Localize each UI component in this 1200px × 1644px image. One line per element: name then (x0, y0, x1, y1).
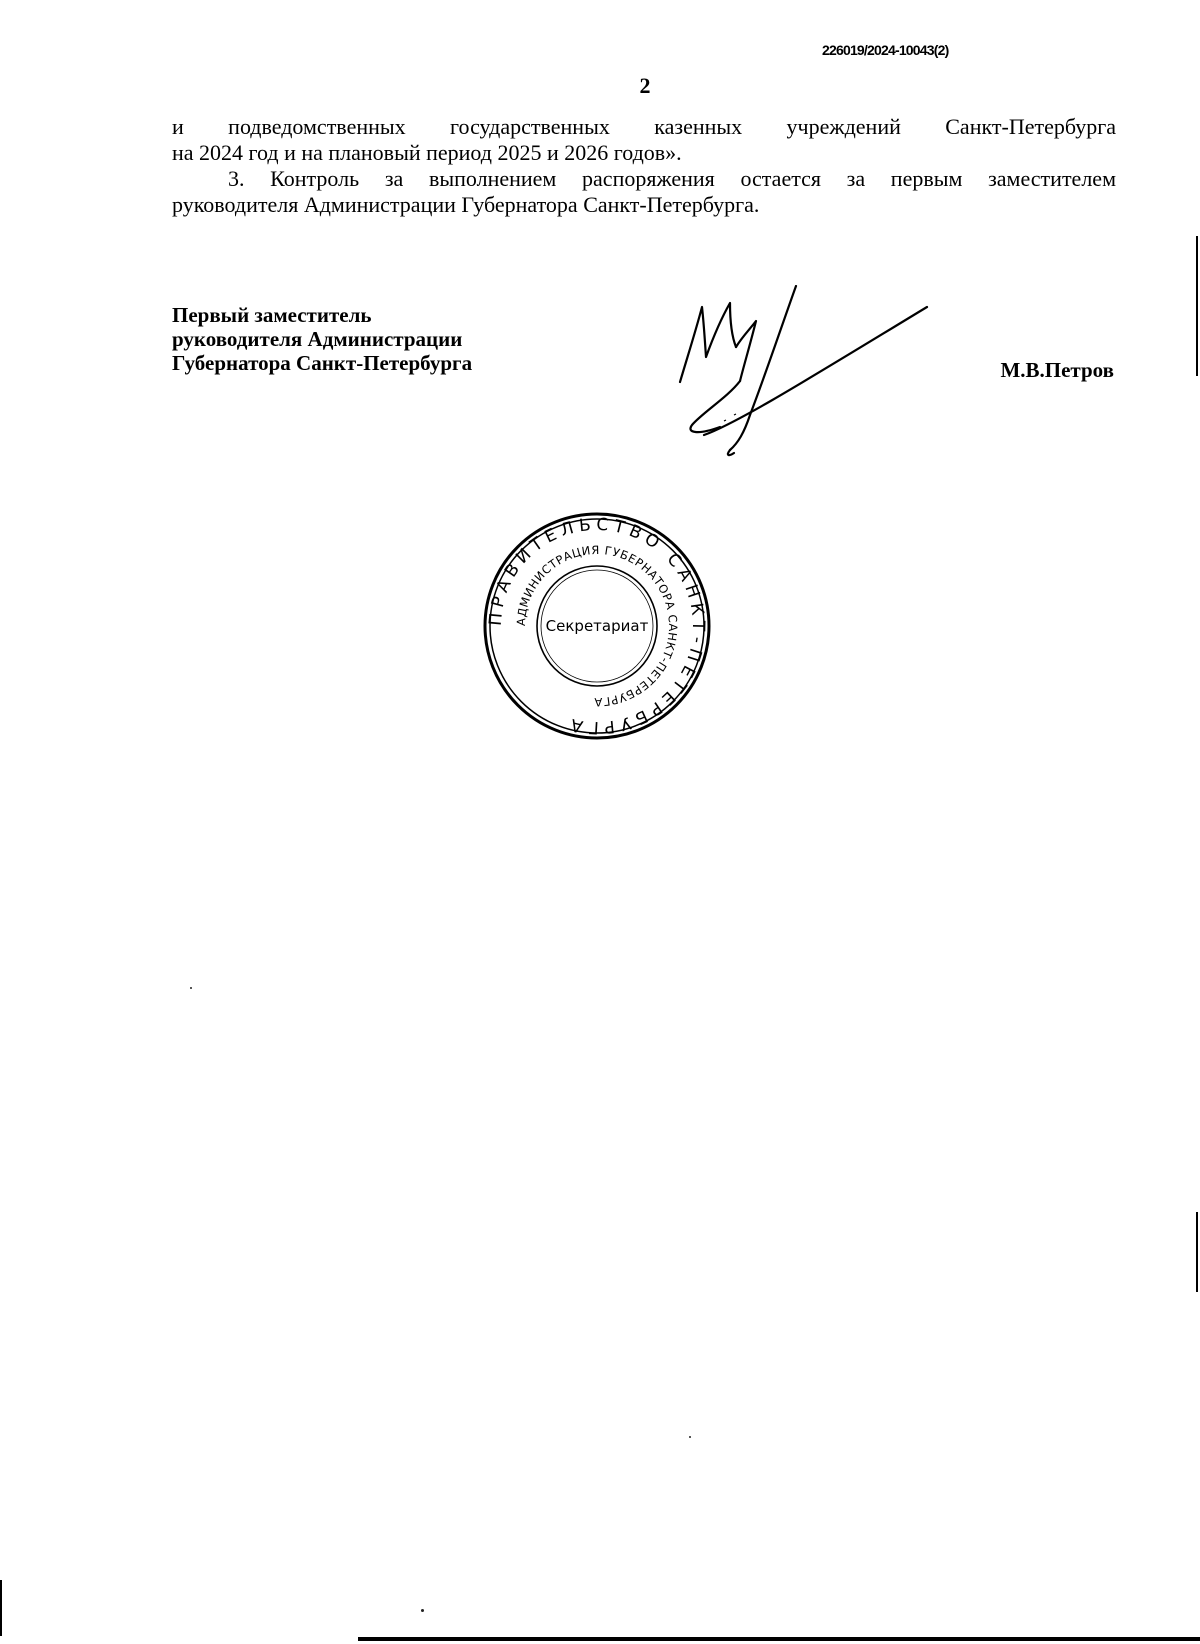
signer-position-line-1: Первый заместитель (172, 303, 372, 327)
scan-speck (190, 987, 192, 989)
scan-edge-right (1196, 236, 1198, 376)
paragraph-1-line-1: и подведомственных государственных казенных учреждений Санкт-Петербурга (172, 114, 1116, 139)
scan-edge-left (0, 1580, 2, 1636)
scan-edge-right-lower (1196, 1212, 1198, 1292)
handwritten-signature (678, 285, 938, 465)
seal-center-text: Секретариат (545, 617, 649, 635)
scan-edge-bottom (358, 1637, 1200, 1641)
signer-name: М.В.Петров (1000, 358, 1114, 382)
paragraph-2-line-1: 3. Контроль за выполнением распоряжения остается за первым заместителем (228, 166, 1116, 191)
body-text (172, 114, 1116, 218)
paragraph-1-line-2: на 2024 год и на плановый период 2025 и 2026 годов». (172, 140, 682, 165)
seal-inner-text: АДМИНИСТРАЦИЯ ГУБЕРНАТОРА САНКТ-ПЕТЕРБУРГА (513, 542, 681, 710)
document-number: 226019/2024-10043(2) (822, 42, 949, 58)
official-seal (481, 510, 713, 742)
scan-speck (689, 1436, 691, 1438)
paragraph-2-line-2: руководителя Администрации Губернатора Санкт-Петербурга. (172, 192, 760, 217)
signer-position-line-2: руководителя Администрации (172, 327, 463, 351)
signer-position-line-3: Губернатора Санкт-Петербурга (172, 351, 473, 375)
signer-position (172, 303, 472, 375)
scan-speck (421, 1609, 424, 1612)
seal-outer-text: ПРАВИТЕЛЬСТВО САНКТ-ПЕТЕРБУРГА (485, 514, 709, 738)
page-number: 2 (639, 73, 651, 98)
